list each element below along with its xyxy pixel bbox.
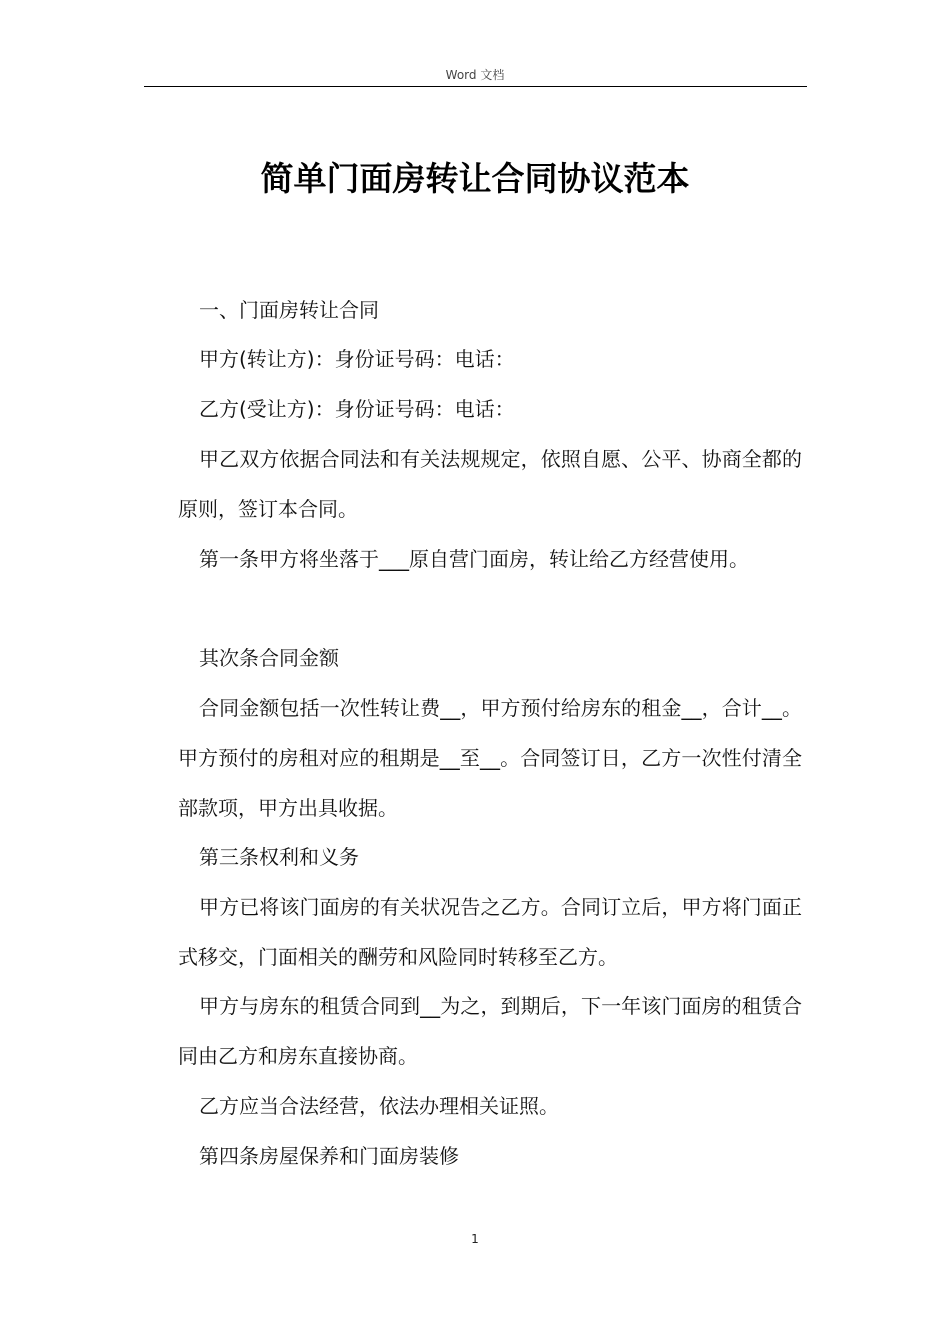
contract-amount-paragraph: 合同金额包括一次性转让费__，甲方预付给房东的租金__，合计__。甲方预付的房租对应的租期是__至__。合同签订日，乙方一次性付清全部款项，甲方出具收据。: [178, 696, 802, 820]
contract-basis-paragraph: 甲乙双方依据合同法和有关法规规定，依照自愿、公平、协商全都的原则，签订本合同。: [178, 447, 802, 521]
handover-paragraph: 甲方已将该门面房的有关状况告之乙方。合同订立后，甲方将门面正式移交，门面相关的酬劳和风险同时转移至乙方。: [178, 895, 802, 969]
document-title: 简单门面房转让合同协议范本: [260, 159, 690, 198]
article-four-heading: 第四条房屋保养和门面房装修: [199, 1144, 459, 1168]
article-three-heading: 第三条权利和义务: [199, 845, 359, 869]
page-header-label: Word 文档: [445, 68, 505, 82]
party-a-line: 甲方(转让方)：身份证号码：电话：: [199, 347, 515, 371]
header-divider: [144, 86, 807, 87]
article-two-heading: 其次条合同金额: [199, 646, 339, 670]
legal-operation-paragraph: 乙方应当合法经营，依法办理相关证照。: [199, 1094, 559, 1118]
lease-paragraph: 甲方与房东的租赁合同到__为之，到期后，下一年该门面房的租赁合同由乙方和房东直接协商。: [178, 994, 802, 1068]
party-b-line: 乙方(受让方)：身份证号码：电话：: [199, 397, 515, 421]
page-number: 1: [471, 1232, 479, 1246]
article-one-paragraph: 第一条甲方将坐落于___原自营门面房，转让给乙方经营使用。: [199, 547, 749, 571]
section-heading-transfer-contract: 一、门面房转让合同: [199, 298, 379, 322]
